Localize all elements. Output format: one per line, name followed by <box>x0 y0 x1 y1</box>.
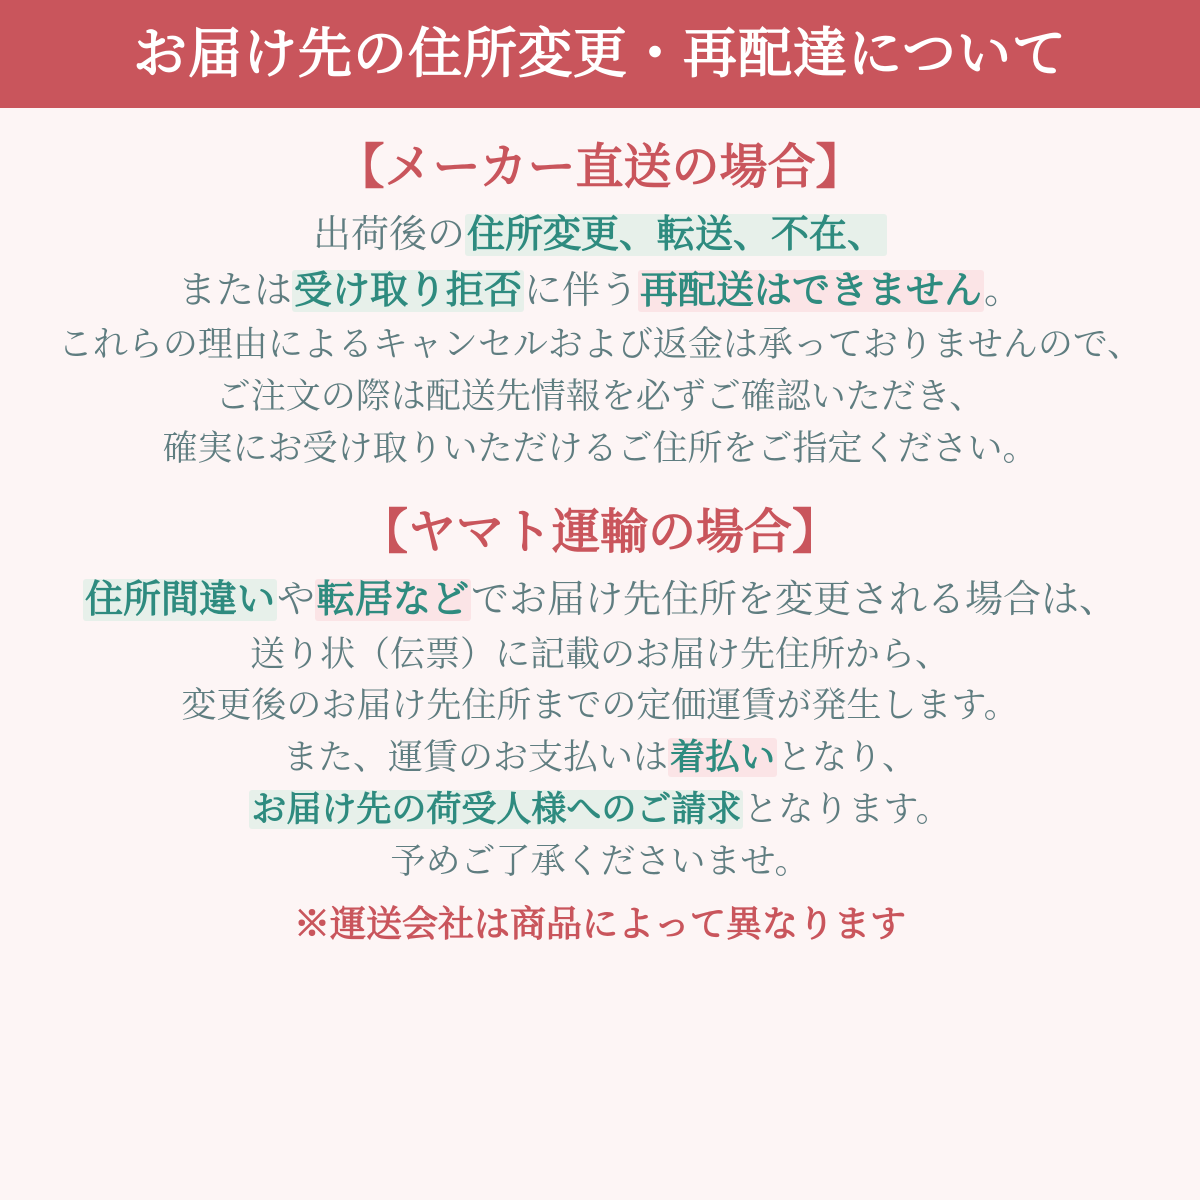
text-fragment: に伴う <box>523 270 638 313</box>
text-fragment: 。 <box>984 270 1023 313</box>
line-yamato-5 <box>83 785 1117 836</box>
text-fragment: 変更後のお届け先住所までの定価運賃が発生します。 <box>181 686 1019 726</box>
notice-content <box>0 108 1200 1200</box>
line-maker-5 <box>58 424 1142 475</box>
text-fragment: または <box>177 270 292 313</box>
text-fragment: 住所変更、転送、不在、 <box>467 214 886 256</box>
line-yamato-4 <box>83 733 1117 784</box>
page-title: お届け先の住所変更・再配達について <box>133 24 1067 84</box>
line-yamato-6 <box>83 837 1117 888</box>
line-yamato-2 <box>83 630 1117 681</box>
text-fragment: 着払い <box>669 738 775 778</box>
text-fragment: となります。 <box>743 789 951 829</box>
section-title-maker-direct: 【メーカー直送の場合】 <box>336 141 864 194</box>
text-fragment: 住所間違い <box>84 579 275 622</box>
text-fragment: 確実にお受け取りいただけるご住所をご指定ください。 <box>162 428 1038 468</box>
header-bar <box>0 0 1200 108</box>
text-fragment: 受け取り拒否 <box>293 270 522 313</box>
line-maker-3 <box>58 320 1142 371</box>
line-maker-1 <box>58 208 1142 263</box>
text-fragment: 予めご了承くださいませ。 <box>390 841 810 881</box>
text-fragment: や <box>276 579 315 622</box>
footer-note: ※運送会社は商品によって異なります <box>293 903 906 945</box>
text-fragment: でお届け先住所を変更される場合は、 <box>471 579 1118 622</box>
section-maker-direct <box>58 124 1142 475</box>
line-yamato-1 <box>83 573 1117 628</box>
text-fragment: 転居など <box>317 579 470 622</box>
line-maker-4 <box>58 372 1142 423</box>
text-fragment: 再配送はできません <box>640 270 983 313</box>
text-fragment: ご注文の際は配送先情報を必ずご確認いただき、 <box>215 376 985 416</box>
text-fragment: これらの理由によるキャンセルおよび返金は承っておりませんので、 <box>57 325 1143 365</box>
text-fragment: 出荷後の <box>312 214 465 256</box>
text-fragment: 送り状（伝票）に記載のお届け先住所から、 <box>249 634 950 674</box>
section-yamato <box>83 489 1117 888</box>
text-fragment: また、運賃のお支払いは <box>282 738 668 778</box>
section-title-yamato: 【ヤマト運輸の場合】 <box>359 506 840 560</box>
line-maker-2 <box>58 264 1142 319</box>
text-fragment: となり、 <box>777 738 918 778</box>
text-fragment: お届け先の荷受人様へのご請求 <box>251 789 742 829</box>
line-yamato-3 <box>83 681 1117 732</box>
